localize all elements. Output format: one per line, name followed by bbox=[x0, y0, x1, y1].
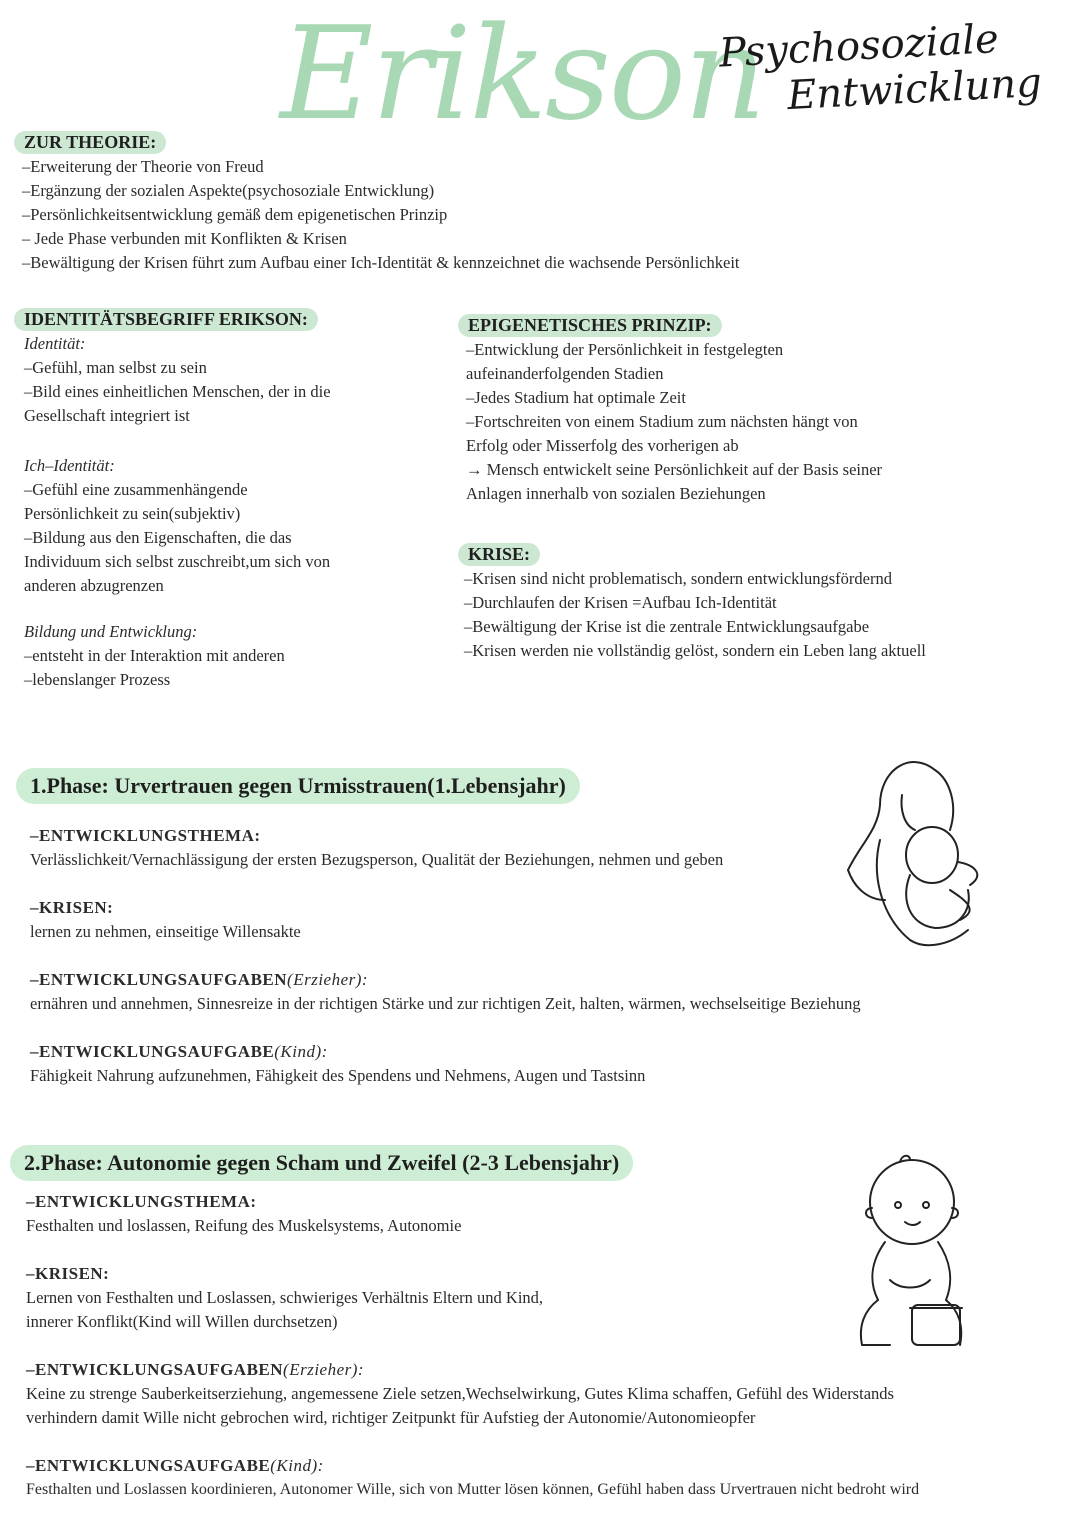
phase1-erzieher-suffix: (Erzieher): bbox=[287, 970, 369, 989]
phase2-krisen-line: innerer Konflikt(Kind will Willen durchsetzen) bbox=[26, 1312, 338, 1331]
phase1-heading: 1.Phase: Urvertrauen gegen Urmisstrauen(1.Lebensjahr) bbox=[16, 768, 580, 804]
identity-body bbox=[24, 332, 444, 692]
phase2-erzieher-line: Keine zu strenge Sauberkeitserziehung, angemessene Ziele setzen,Wechselwirkung, Gutes Klima schaffen, Gefühl des Widerstands bbox=[26, 1384, 894, 1403]
phase2-thema-text: Festhalten und loslassen, Reifung des Muskelsystems, Autonomie bbox=[26, 1216, 462, 1235]
identity-line: Persönlichkeit zu sein(subjektiv) bbox=[24, 504, 241, 523]
theory-list bbox=[22, 155, 740, 275]
epigenetic-line: Erfolg oder Misserfolg des vorherigen ab bbox=[466, 436, 739, 455]
phase2-erzieher-suffix: (Erzieher): bbox=[283, 1360, 365, 1379]
subtitle-line-2: Entwicklung bbox=[786, 59, 1043, 120]
identity-heading: IDENTITÄTSBEGRIFF ERIKSON: bbox=[14, 308, 318, 331]
epigenetic-section bbox=[458, 314, 722, 337]
epigenetic-body bbox=[466, 338, 1026, 506]
epigenetic-line: –Entwicklung der Persönlichkeit in festgelegten bbox=[466, 340, 784, 359]
ich-identity-subheading: Ich–Identität: bbox=[24, 456, 115, 475]
identity-line: Individuum sich selbst zuschreibt,um sich von bbox=[24, 552, 331, 571]
page-subtitle bbox=[718, 13, 1052, 122]
epigenetic-line: Anlagen innerhalb von sozialen Beziehungen bbox=[466, 484, 766, 503]
mother-baby-illustration bbox=[840, 750, 990, 960]
phase2-kind-suffix: (Kind): bbox=[270, 1456, 324, 1475]
phase2-erzieher-label bbox=[26, 1358, 1056, 1382]
phase2-erzieher-label-text: –ENTWICKLUNGSAUFGABEN bbox=[26, 1360, 284, 1379]
phase1-thema-text: Verlässlichkeit/Vernachlässigung der ersten Bezugsperson, Qualität der Beziehungen, nehmen und geben bbox=[30, 850, 724, 869]
identity-section bbox=[14, 308, 318, 331]
theory-line: –Bewältigung der Krisen führt zum Aufbau einer Ich-Identität & kennzeichnet die wachsende Persönlichkeit bbox=[22, 253, 740, 272]
phase2-krisen-line: Lernen von Festhalten und Loslassen, schwieriges Verhältnis Eltern und Kind, bbox=[26, 1288, 544, 1307]
phase1-thema-label: –ENTWICKLUNGSTHEMA: bbox=[30, 826, 261, 845]
phase1-krisen-label: –KRISEN: bbox=[30, 898, 114, 917]
crisis-line: –Bewältigung der Krise ist die zentrale Entwicklungsaufgabe bbox=[464, 617, 870, 636]
epigenetic-heading: EPIGENETISCHES PRINZIP: bbox=[458, 314, 722, 337]
theory-line: –Persönlichkeitsentwicklung gemäß dem epigenetischen Prinzip bbox=[22, 205, 448, 224]
crisis-body bbox=[464, 567, 1044, 663]
identity-line: –Bildung aus den Eigenschaften, die das bbox=[24, 528, 292, 547]
theory-heading: ZUR THEORIE: bbox=[14, 131, 166, 154]
phase2-heading: 2.Phase: Autonomie gegen Scham und Zweifel (2-3 Lebensjahr) bbox=[10, 1145, 633, 1181]
identity-line: –Bild eines einheitlichen Menschen, der in die bbox=[24, 382, 331, 401]
crisis-section bbox=[458, 543, 540, 566]
identity-line: –lebenslanger Prozess bbox=[24, 670, 171, 689]
epigenetic-line: –Fortschreiten von einem Stadium zum nächsten hängt von bbox=[466, 412, 858, 431]
phase1-kind-text: Fähigkeit Nahrung aufzunehmen, Fähigkeit des Spendens und Nehmens, Augen und Tastsinn bbox=[30, 1066, 646, 1085]
identity-line: –Gefühl, man selbst zu sein bbox=[24, 358, 207, 377]
toddler-potty-illustration bbox=[850, 1150, 980, 1360]
phase2-kind-text: Festhalten und Loslassen koordinieren, Autonomer Wille, sich von Mutter lösen können, Gefühl haben dass Urvertrauen nicht bedroht wird bbox=[26, 1481, 920, 1498]
theory-line: – Jede Phase verbunden mit Konflikten & Krisen bbox=[22, 229, 347, 248]
theory-line: –Erweiterung der Theorie von Freud bbox=[22, 157, 264, 176]
crisis-heading: KRISE: bbox=[458, 543, 540, 566]
epigenetic-line: → Mensch entwickelt seine Persönlichkeit auf der Basis seiner bbox=[466, 460, 883, 479]
phase2-kind-label bbox=[26, 1454, 1056, 1478]
subtitle-line-1: Psychosoziale bbox=[717, 16, 1000, 77]
phase1-kind-label bbox=[30, 1040, 990, 1064]
identity-line: –entsteht in der Interaktion mit anderen bbox=[24, 646, 285, 665]
crisis-line: –Krisen werden nie vollständig gelöst, sondern ein Leben lang aktuell bbox=[464, 641, 926, 660]
phase2-kind-label-text: –ENTWICKLUNGSAUFGABE bbox=[26, 1456, 271, 1475]
phase1-kind-suffix: (Kind): bbox=[274, 1042, 328, 1061]
phase2-krisen-label: –KRISEN: bbox=[26, 1264, 110, 1283]
identity-line: Gesellschaft integriert ist bbox=[24, 406, 190, 425]
phase1-kind-label-text: –ENTWICKLUNGSAUFGABE bbox=[30, 1042, 275, 1061]
epigenetic-line: –Jedes Stadium hat optimale Zeit bbox=[466, 388, 686, 407]
phase1-erzieher-label-text: –ENTWICKLUNGSAUFGABEN bbox=[30, 970, 288, 989]
phase2-section bbox=[10, 1145, 633, 1181]
theory-section bbox=[14, 131, 166, 154]
identity-line: –Gefühl eine zusammenhängende bbox=[24, 480, 248, 499]
bildung-subheading: Bildung und Entwicklung: bbox=[24, 622, 198, 641]
identity-line: anderen abzugrenzen bbox=[24, 576, 164, 595]
page-title: Erikson bbox=[280, 0, 765, 149]
crisis-line: –Durchlaufen der Krisen =Aufbau Ich-Identität bbox=[464, 593, 777, 612]
phase1-erzieher-text: ernähren und annehmen, Sinnesreize in der richtigen Stärke und zur richtigen Zeit, halten, wärmen, wechselseitige Beziehung bbox=[30, 994, 861, 1013]
phase1-krisen-text: lernen zu nehmen, einseitige Willensakte bbox=[30, 922, 301, 941]
phase1-erzieher-label bbox=[30, 968, 990, 992]
phase1-section bbox=[16, 768, 580, 804]
crisis-line: –Krisen sind nicht problematisch, sondern entwicklungsfördernd bbox=[464, 569, 892, 588]
phase2-erzieher-line: verhindern damit Wille nicht gebrochen wird, richtiger Zeitpunkt für Aufstieg der Autonomie/Autonomieopfer bbox=[26, 1408, 756, 1427]
phase2-thema-label: –ENTWICKLUNGSTHEMA: bbox=[26, 1192, 257, 1211]
theory-line: –Ergänzung der sozialen Aspekte(psychosoziale Entwicklung) bbox=[22, 181, 435, 200]
identity-subheading: Identität: bbox=[24, 334, 86, 353]
epigenetic-line: aufeinanderfolgenden Stadien bbox=[466, 364, 664, 383]
